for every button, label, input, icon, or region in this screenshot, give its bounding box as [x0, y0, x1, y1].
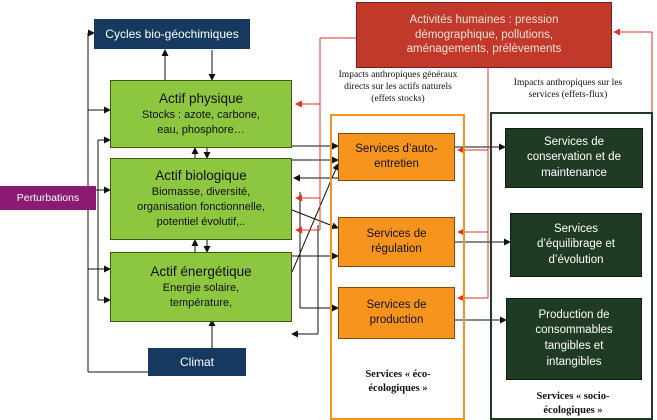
- caption-eco-line2: écologiques »: [368, 382, 428, 394]
- svc-consommables-line4: intangibles: [546, 355, 602, 368]
- actif-energetique-title: Actif énergétique: [150, 263, 252, 279]
- caption-eco-line1: Services « éco-: [365, 369, 431, 380]
- impacts-flux-line2: services (effets-flux): [528, 89, 608, 100]
- svc-production-line1: Services de: [366, 299, 427, 312]
- node-activites-humaines: [356, 2, 612, 68]
- perturbations-label: Perturbations: [16, 192, 80, 204]
- node-cycles: [94, 19, 250, 49]
- note-impacts-stocks: [318, 70, 478, 106]
- activites-line3: aménagements, prélèvements: [406, 43, 562, 56]
- note-impacts-flux: [488, 78, 648, 102]
- node-svc-consommables: [506, 298, 642, 380]
- node-actif-biologique: [110, 158, 292, 240]
- svc-consommables-line2: consommables: [535, 324, 613, 337]
- node-svc-conservation: [505, 128, 643, 188]
- impacts-stocks-line3: (effets stocks): [371, 93, 425, 104]
- actif-physique-title: Actif physique: [158, 90, 244, 106]
- actif-energetique-line1: Energie solaire,: [162, 281, 240, 294]
- svc-conservation-line1: Services de: [543, 135, 605, 148]
- svc-conservation-line2: conservation et de: [527, 151, 621, 164]
- caption-socio-line2: écologiques »: [543, 404, 603, 416]
- svc-auto-line1: Services d’auto-: [355, 143, 438, 156]
- climat-label: Climat: [179, 355, 214, 369]
- actif-energetique-line2: température,: [169, 296, 233, 309]
- actif-biologique-line2: organisation fonctionnelle,: [137, 201, 265, 214]
- impacts-stocks-line2: directs sur les actifs naturels: [344, 81, 452, 92]
- actif-physique-line2: eau, phosphore…: [157, 123, 245, 136]
- svc-consommables-line3: tangibles et: [544, 340, 604, 352]
- node-actif-physique: [110, 80, 292, 148]
- svc-production-line2: production: [369, 314, 424, 326]
- svc-auto-line2: entretien: [374, 158, 419, 170]
- impacts-flux-line1: Impacts anthropiques sur les: [513, 78, 623, 88]
- svc-conservation-line3: maintenance: [541, 166, 607, 179]
- node-svc-regulation: [338, 217, 455, 267]
- svc-consommables-line1: Production de: [538, 308, 610, 321]
- actif-physique-line1: Stocks : azote, carbone,: [141, 108, 260, 121]
- node-perturbations: [0, 186, 96, 210]
- node-svc-auto-entretien: [338, 133, 455, 181]
- actif-biologique-line1: Biomasse, diversité,: [151, 186, 251, 199]
- node-cycles-label: Cycles bio-géochimiques: [105, 27, 239, 41]
- svc-equilibrage-line2: d’équilibrage et: [536, 238, 615, 251]
- svc-equilibrage-line3: d’évolution: [548, 253, 604, 266]
- svc-equilibrage-line1: Services: [553, 222, 599, 235]
- svc-regulation-line1: Services de: [366, 228, 427, 241]
- actif-biologique-line3: potentiel évolutif,..: [156, 215, 246, 228]
- impacts-stocks-line1: Impacts anthropiques généraux: [338, 70, 458, 80]
- node-climat: [148, 348, 246, 376]
- svc-regulation-line2: régulation: [371, 243, 422, 255]
- activites-line2: démographique, pollutions,: [414, 28, 554, 41]
- caption-socio: [504, 390, 642, 417]
- actif-biologique-title: Actif biologique: [155, 168, 247, 184]
- node-actif-energetique: [110, 252, 292, 322]
- caption-socio-line1: Services « socio-: [536, 391, 610, 402]
- node-svc-equilibrage: [510, 213, 642, 277]
- activites-line1: Activités humaines : pression: [409, 13, 559, 26]
- caption-eco: [336, 368, 460, 395]
- node-svc-production: [338, 287, 455, 339]
